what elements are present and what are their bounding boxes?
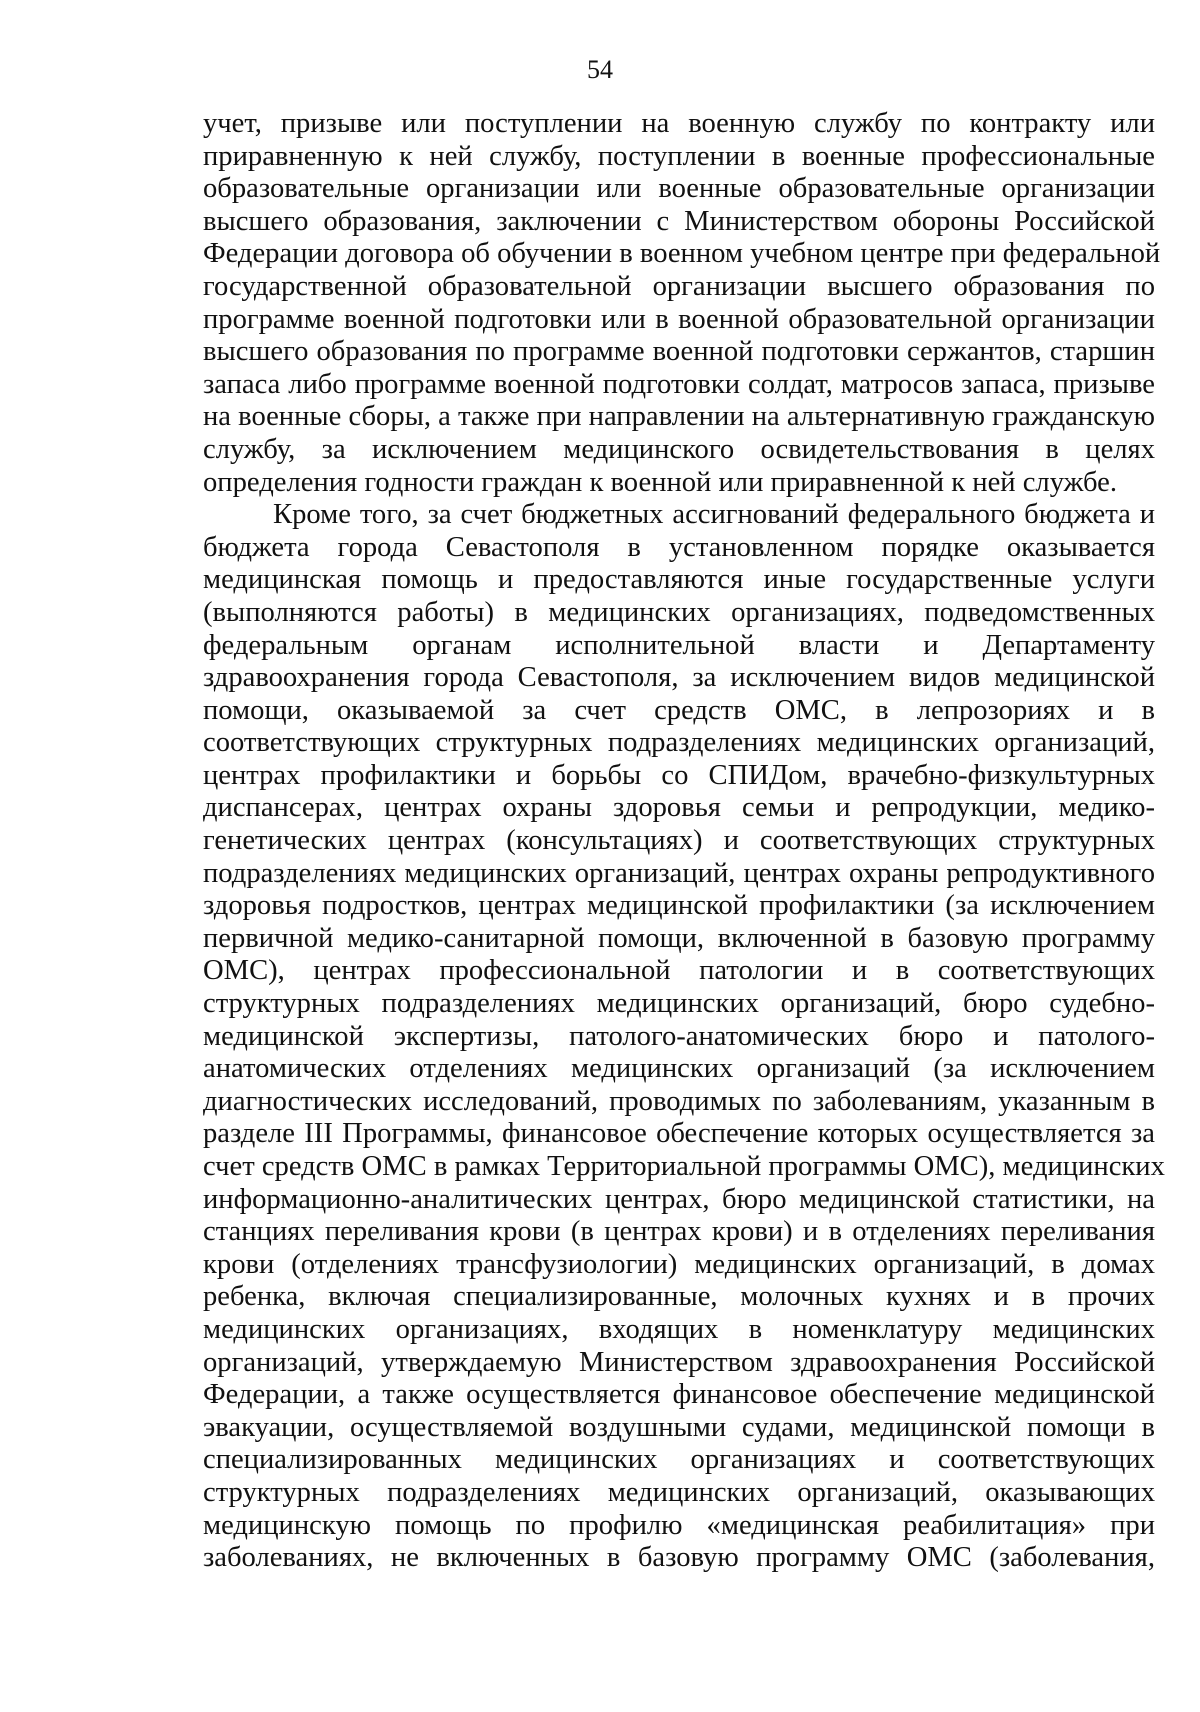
text-line: ребенка, включая специализированные, молочных кухнях и в прочих [203, 1281, 1155, 1313]
page-number: 54 [587, 55, 613, 84]
text-line: центрах профилактики и борьбы со СПИДом, врачебно-физкультурных [203, 759, 1155, 791]
text-line: программе военной подготовки или в военной образовательной организации [203, 303, 1155, 335]
text-line: счет средств ОМС в рамках Территориальной программы ОМС), медицинских [203, 1151, 1165, 1182]
text-line: государственной образовательной организации высшего образования по [203, 270, 1155, 302]
text-line: службу, за исключением медицинского освидетельствования в целях [203, 433, 1155, 465]
text-line: генетических центрах (консультациях) и соответствующих структурных [203, 825, 1155, 857]
text-line: высшего образования по программе военной подготовки сержантов, старшин [203, 336, 1155, 368]
text-line: разделе III Программы, финансовое обеспечение которых осуществляется за [203, 1118, 1155, 1150]
text-line: ОМС), центрах профессиональной патологии и в соответствующих [203, 955, 1155, 987]
text-line: диагностических исследований, проводимых по заболеваниям, указанным в [203, 1085, 1155, 1117]
text-line: высшего образования, заключении с Министерством обороны Российской [203, 205, 1155, 237]
text-line: образовательные организации или военные образовательные организации [203, 173, 1155, 205]
text-line: приравненную к ней службу, поступлении в военные профессиональные [203, 140, 1155, 172]
text-line: здоровья подростков, центрах медицинской профилактики (за исключением [203, 890, 1155, 922]
text-line: диспансерах, центрах охраны здоровья семьи и репродукции, медико- [203, 792, 1155, 824]
text-line: медицинских организациях, входящих в номенклатуру медицинских [203, 1313, 1155, 1345]
text-line: анатомических отделениях медицинских организаций (за исключением [203, 1053, 1155, 1085]
text-line: эвакуации, осуществляемой воздушными судами, медицинской помощи в [203, 1411, 1155, 1443]
text-line: (выполняются работы) в медицинских организациях, подведомственных [203, 596, 1155, 628]
text-line: определения годности граждан к военной или приравненной к ней службе. [203, 466, 1118, 498]
text-line: соответствующих структурных подразделениях медицинских организаций, [203, 727, 1155, 759]
text-line: структурных подразделениях медицинских организаций, оказывающих [203, 1476, 1155, 1508]
text-line: специализированных медицинских организациях и соответствующих [203, 1444, 1155, 1476]
text-line: запаса либо программе военной подготовки солдат, матросов запаса, призыве [203, 368, 1155, 400]
text-line: первичной медико-санитарной помощи, включенной в базовую программу [203, 922, 1155, 954]
text-line: Федерации договора об обучении в военном учебном центре при федеральной [203, 238, 1161, 270]
text-line: структурных подразделениях медицинских организаций, бюро судебно- [203, 988, 1155, 1020]
text-line: медицинская помощь и предоставляются иные государственные услуги [203, 564, 1155, 596]
text-line: здравоохранения города Севастополя, за исключением видов медицинской [203, 662, 1155, 694]
text-line: учет, призыве или поступлении на военную службу по контракту или [203, 108, 1155, 139]
text-line: крови (отделениях трансфузиологии) медицинских организаций, в домах [203, 1248, 1155, 1280]
text-line: станциях переливания крови (в центрах крови) и в отделениях переливания [203, 1216, 1155, 1248]
text-line: информационно-аналитических центрах, бюро медицинской статистики, на [203, 1183, 1155, 1215]
text-line: медицинскую помощь по профилю «медицинская реабилитация» при [203, 1509, 1155, 1541]
text-line: бюджета города Севастополя в установленном порядке оказывается [203, 531, 1155, 563]
paragraph-1 [203, 108, 1161, 499]
text-line: помощи, оказываемой за счет средств ОМС, в лепрозориях и в [203, 694, 1155, 726]
text-line: подразделениях медицинских организаций, центрах охраны репродуктивного [203, 857, 1155, 889]
text-line: медицинской экспертизы, патолого-анатомических бюро и патолого- [203, 1020, 1155, 1052]
text-line: на военные сборы, а также при направлении на альтернативную гражданскую [203, 401, 1156, 433]
text-line: Федерации, а также осуществляется финансовое обеспечение медицинской [203, 1379, 1155, 1411]
text-line: федеральным органам исполнительной власти и Департаменту [203, 629, 1155, 661]
body-text [203, 108, 1165, 1575]
text-line: заболеваниях, не включенных в базовую программу ОМС (заболевания, [203, 1542, 1155, 1574]
text-line: Кроме того, за счет бюджетных ассигнований федерального бюджета и [273, 499, 1155, 531]
paragraph-2 [203, 499, 1165, 1575]
text-line: организаций, утверждаемую Министерством здравоохранения Российской [203, 1346, 1155, 1378]
